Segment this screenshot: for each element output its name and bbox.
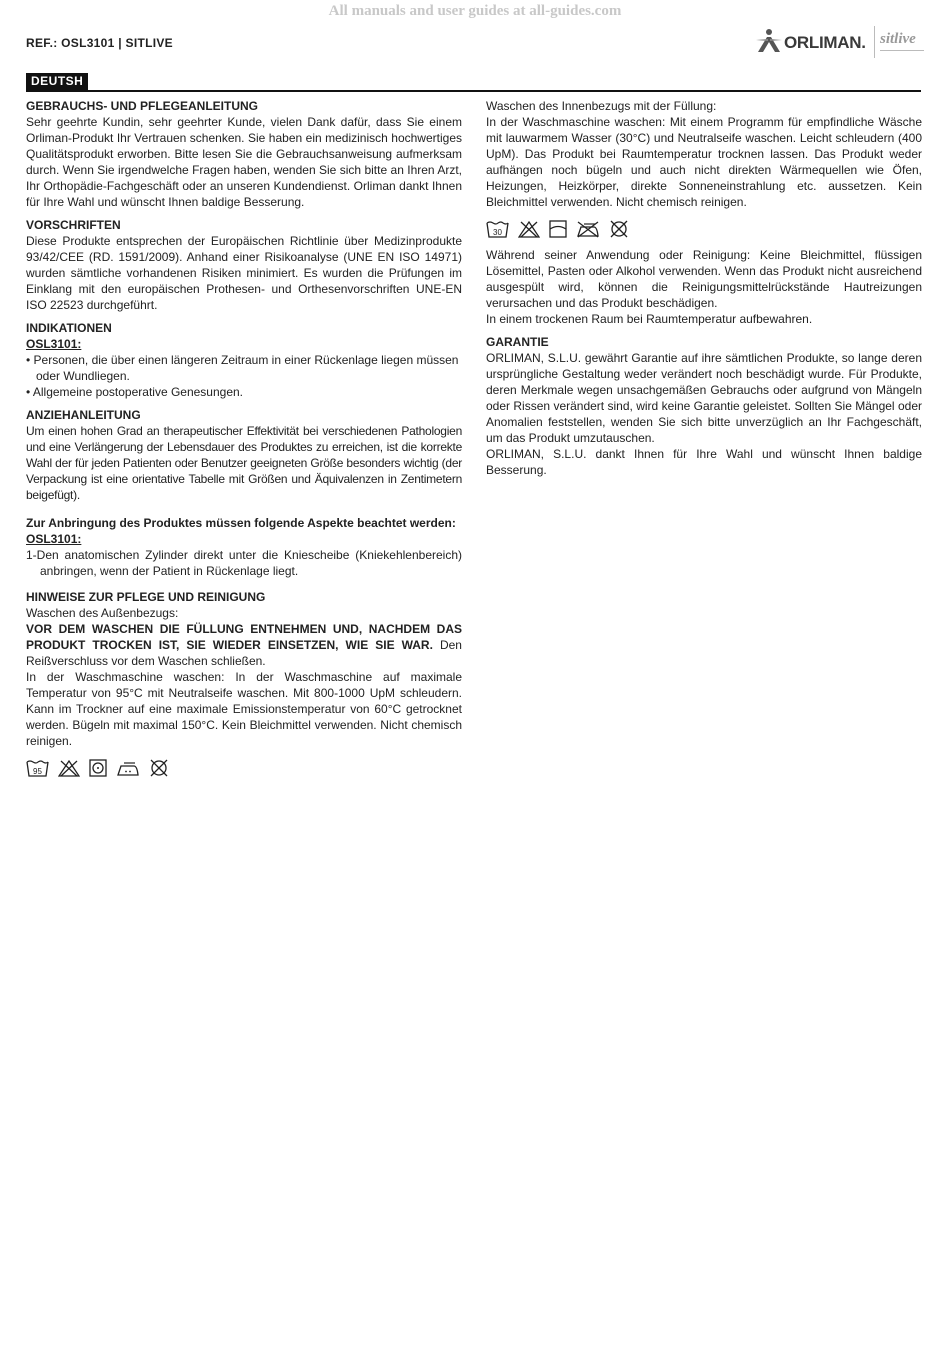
- section-text: Sehr geehrte Kundin, sehr geehrter Kunde, vielen Dank dafür, dass Sie einem Orliman-Produkt Ihr Vertrauen schenken. Sie haben ein medizinisch hochwertiges Qualitätsprodukt erworben. Bitte lesen Sie die Gebrauchsanweisung aufmerksam durch. Wenn Sie irgendwelche Fragen haben, wenden Sie sich bitte an Ihren Arzt, Ihr Orthopädie-Fachgeschäft oder an unseren Kundendienst. Orliman dankt Ihnen für Ihre Wahl und wünscht Ihnen baldige Besserung.: [26, 115, 462, 209]
- flat-dry-icon: [549, 220, 567, 238]
- no-bleach-icon: [518, 220, 540, 238]
- zipper-text: Den Reißverschluss vor dem Waschen schließen.: [26, 638, 462, 668]
- closing-text: ORLIMAN, S.L.U. dankt Ihnen für Ihre Wahl und wünscht Ihnen baldige Besserung.: [486, 447, 922, 477]
- section-indications: [26, 320, 462, 400]
- no-dry-clean-icon: [609, 220, 629, 238]
- section-inner-cover: [486, 98, 922, 238]
- care-symbols-outer: [26, 759, 462, 777]
- inner-cover-heading: Waschen des Innenbezugs mit der Füllung:: [486, 99, 717, 113]
- iron-medium-icon: [116, 759, 140, 777]
- section-title: INDIKATIONEN: [26, 321, 112, 335]
- tumble-dry-icon: [89, 759, 107, 777]
- section-warranty: [486, 334, 922, 478]
- indication-list: [26, 352, 462, 400]
- section-text: In der Waschmaschine waschen: Mit einem Programm für empfindliche Wäsche mit lauwarmem Wasser (30°C) und Neutralseife waschen. Leicht schleudern (400 UpM). Das Produkt bei Raumtemperatur trocknen lassen. Das Produkt weder aufhängen noch bügeln und auch nicht direkten Wärmequellen wie Öfen, Heizungen, Heizkörper, direkte Sonneneinstrahlung etc. aussetzen. Kein Bleichmittel verwenden. Nicht chemisch reinigen.: [486, 115, 922, 209]
- section-rules: [26, 217, 462, 313]
- wash-temp-label: 95: [33, 767, 42, 776]
- list-item: • Personen, die über einen längeren Zeitraum in einer Rückenlage liegen müssen oder Wundliegen.: [26, 353, 459, 383]
- wash-95-icon: [26, 759, 49, 777]
- no-dry-clean-icon: [149, 759, 169, 777]
- storage-text: In einem trockenen Raum bei Raumtemperatur aufbewahren.: [486, 312, 813, 326]
- logo-product: sitlive: [880, 31, 916, 47]
- section-text: ORLIMAN, S.L.U. gewährt Garantie auf ihre sämtlichen Produkte, so lange deren ursprüngliche Gestaltung weder verändert noch beschädigt wurde. Für Produkte, deren Merkmale wegen unsachgemäßen Gebrauchs oder aufgrund von Mängeln oder Rissen verändert sind, wird keine Garantie geleistet. Sollten Sie Mängel oder Anomalien feststellen, wenden Sie sich bitte unverzüglich an Ihr Fachgeschäft, um das Produkt umzutauschen.: [486, 351, 922, 445]
- section-title: ANZIEHANLEITUNG: [26, 408, 141, 422]
- right-column: [486, 98, 922, 485]
- section-title: Zur Anbringung des Produktes müssen folgende Aspekte beachtet werden:: [26, 516, 456, 530]
- care-warning: [26, 621, 462, 669]
- section-usage: [486, 247, 922, 327]
- step-item: 1-Den anatomischen Zylinder direkt unter die Kniescheibe (Kniekehlenbereich) anbringen, wenn der Patient in Rückenlage liegt.: [26, 548, 462, 578]
- section-title: HINWEISE ZUR PFLEGE UND REINIGUNG: [26, 590, 266, 604]
- section-text: Diese Produkte entsprechen der Europäischen Richtlinie über Medizinprodukte 93/42/CEE (RD. 1591/2009). Anhand einer Risikoanalyse (UNE EN ISO 14971) wurden sämtliche vorhandenen Risiken minimiert. Es wurden die Prüfungen im Einklang mit den europäischen Prothesen- und Orthesenvorschriften UNE-EN ISO 22523 durchgeführt.: [26, 234, 462, 312]
- logo-divider: [874, 26, 875, 58]
- section-care: [26, 589, 462, 777]
- section-title: GEBRAUCHS- UND PFLEGEANLEITUNG: [26, 99, 259, 113]
- wash-temp-label: 30: [493, 228, 502, 237]
- section-text: Um einen hohen Grad an therapeutischer Effektivität bei verschiedenen Pathologien und eine Verlängerung der Lebensdauer des Produktes zu erreichen, ist die korrekte Wahl der für jeden Patienten oder Benutzer geeigneten Größe besonders wichtig (der Verpackung ist eine orientative Tabelle mit Größen und Äquivalenzen in Zentimetern beigefügt).: [26, 424, 462, 502]
- language-bar: [26, 72, 921, 92]
- model-label: OSL3101:: [26, 532, 82, 546]
- watermark: All manuals and user guides at all-guides.com: [328, 3, 622, 19]
- orliman-logo: [756, 24, 926, 60]
- wash-30-icon: [486, 220, 509, 238]
- outer-cover-heading: Waschen des Außenbezugs:: [26, 606, 179, 620]
- section-fitting: [26, 407, 462, 503]
- language-label: DEUTSH: [26, 73, 88, 90]
- orliman-figure-icon: [756, 28, 782, 54]
- list-item: • Allgemeine postoperative Genesungen.: [26, 385, 244, 399]
- section-text: Während seiner Anwendung oder Reinigung: Keine Bleichmittel, flüssigen Lösemittel, Pasten oder Alkohol verwenden. Wenn das Produkt nicht ausreichend ausgespült wird, können die Reinigungsmittelrückstände Hautreizungen verursachen und das Produkt beschädigen.: [486, 248, 922, 310]
- model-label: OSL3101:: [26, 337, 82, 351]
- warning-text: VOR DEM WASCHEN DIE FÜLLUNG ENTNEHMEN UND, NACHDEM DAS PRODUKT TROCKEN IST, SIE WIEDER EINSETZEN, WIE SIE WAR.: [26, 622, 462, 652]
- section-title: VORSCHRIFTEN: [26, 218, 121, 232]
- care-symbols-inner: [486, 220, 922, 238]
- left-column: [26, 98, 462, 786]
- section-application: [26, 515, 462, 579]
- no-bleach-icon: [58, 759, 80, 777]
- no-iron-icon: [576, 220, 600, 238]
- section-text: In der Waschmaschine waschen: In der Waschmaschine auf maximale Temperatur von 95°C mit Neutralseife waschen. Mit 800-1000 UpM schleudern. Kann im Trockner auf eine maximale Emissionstemperatur von 60°C getrocknet werden. Bügeln mit maximal 150°C. Kein Bleichmittel verwenden. Nicht chemisch reinigen.: [26, 670, 462, 748]
- section-intro: [26, 98, 462, 210]
- logo-brand: ORLIMAN.: [784, 33, 866, 52]
- reference-code: REF.: OSL3101 | SITLIVE: [26, 36, 173, 50]
- section-title: GARANTIE: [486, 335, 549, 349]
- logo-underline: [880, 50, 924, 51]
